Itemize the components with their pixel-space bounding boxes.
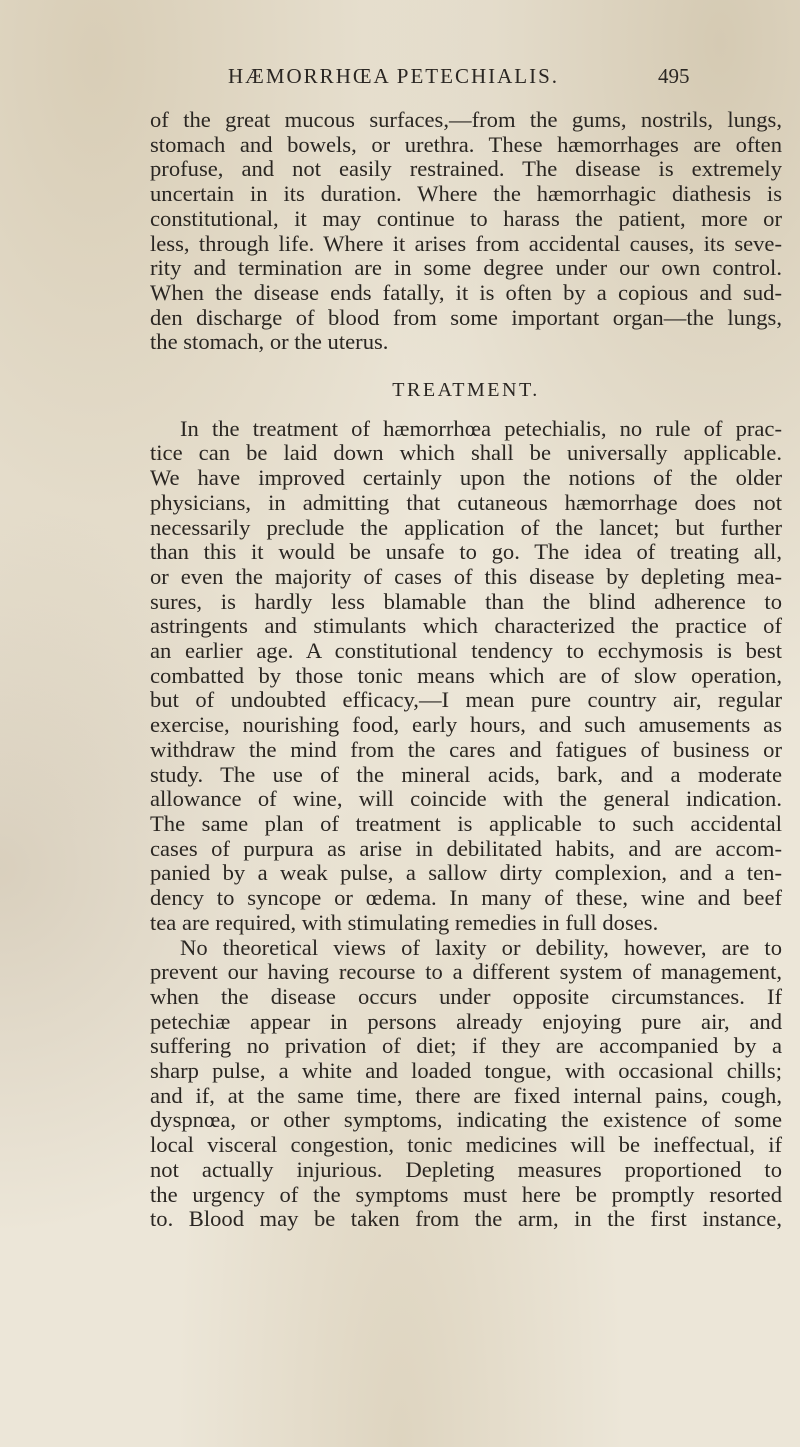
text-line: the urgency of the symptoms must here be promptly resorted	[150, 1181, 782, 1207]
text-line: astringents and stimulants which characterized the practice of	[150, 613, 782, 639]
text-line: less, through life. Where it arises from accidental causes, its seve-	[150, 230, 782, 256]
paragraph-theoretical-views	[150, 936, 782, 1232]
text-line: of the great mucous surfaces,—from the gums, nostrils, lungs,	[150, 107, 782, 132]
text-line: tice can be laid down which shall be universally applicable.	[150, 440, 782, 466]
text-line: and if, at the same time, there are fixed internal pains, cough,	[150, 1082, 782, 1108]
text-line: No theoretical views of laxity or debility, however, are to	[180, 934, 782, 960]
text-line: In the treatment of hæmorrhœa petechialis, no rule of prac-	[180, 415, 782, 441]
text-line: not actually injurious. Depleting measures proportioned to	[150, 1156, 782, 1182]
text-line: withdraw the mind from the cares and fatigues of business or	[150, 736, 782, 762]
text-line: prevent our having recourse to a different system of management,	[150, 959, 782, 985]
text-line: allowance of wine, will coincide with the general indication.	[150, 786, 782, 812]
paragraph-continuation	[150, 108, 782, 355]
text-line: combatted by those tonic means which are of slow operation,	[150, 662, 782, 688]
text-line: rity and termination are in some degree under our own control.	[150, 255, 782, 281]
text-line: stomach and bowels, or urethra. These hæmorrhages are often	[150, 131, 782, 157]
text-line: exercise, nourishing food, early hours, and such amusements as	[150, 712, 782, 738]
text-line: when the disease occurs under opposite circumstances. If	[150, 983, 782, 1009]
text-line: cases of purpura as arise in debilitated habits, and are accom-	[150, 835, 782, 861]
paragraph-treatment	[150, 417, 782, 936]
text-line: constitutional, it may continue to harass the patient, more or	[150, 205, 782, 231]
text-line: study. The use of the mineral acids, bark, and a moderate	[150, 761, 782, 787]
text-line: but of undoubted efficacy,—I mean pure country air, regular	[150, 687, 782, 713]
text-line: sures, is hardly less blamable than the blind adherence to	[150, 588, 782, 614]
text-line: local visceral congestion, tonic medicines will be ineffectual, if	[150, 1132, 782, 1158]
running-title: HÆMORRHŒA PETECHIALIS.	[228, 64, 560, 88]
section-heading: TREATMENT.	[392, 379, 540, 402]
text-line: profuse, and not easily restrained. The disease is extremely	[150, 156, 782, 182]
text-line: or even the majority of cases of this disease by depleting mea-	[150, 563, 782, 589]
text-line: dency to syncope or œdema. In many of these, wine and beef	[150, 885, 782, 911]
text-line: physicians, in admitting that cutaneous hæmorrhage does not	[150, 489, 782, 515]
text-line: suffering no privation of diet; if they are accompanied by a	[150, 1033, 782, 1059]
text-line: the stomach, or the uterus.	[150, 329, 389, 355]
text-line: an earlier age. A constitutional tendency to ecchymosis is best	[150, 638, 782, 664]
page-header	[0, 58, 800, 98]
text-line: tea are required, with stimulating remedies in full doses.	[150, 909, 659, 935]
text-line: petechiæ appear in persons already enjoying pure air, and	[150, 1008, 782, 1034]
text-line: When the disease ends fatally, it is often by a copious and sud-	[150, 279, 782, 305]
body-text	[150, 108, 782, 1232]
text-line: than this it would be unsafe to go. The idea of treating all,	[150, 539, 782, 565]
text-line: panied by a weak pulse, a sallow dirty complexion, and a ten-	[150, 860, 782, 886]
text-line: sharp pulse, a white and loaded tongue, with occasional chills;	[150, 1058, 782, 1084]
page-number: 495	[658, 64, 690, 88]
text-line: dyspnœa, or other symptoms, indicating the existence of some	[150, 1107, 782, 1133]
text-line: uncertain in its duration. Where the hæmorrhagic diathesis is	[150, 181, 782, 207]
text-line: The same plan of treatment is applicable to such accidental	[150, 810, 782, 836]
text-line: necessarily preclude the application of the lancet; but further	[150, 514, 782, 540]
text-line: to. Blood may be taken from the arm, in the first instance,	[150, 1206, 782, 1232]
text-line: We have improved certainly upon the notions of the older	[150, 465, 782, 491]
text-line: den discharge of blood from some important organ—the lungs,	[150, 304, 782, 330]
